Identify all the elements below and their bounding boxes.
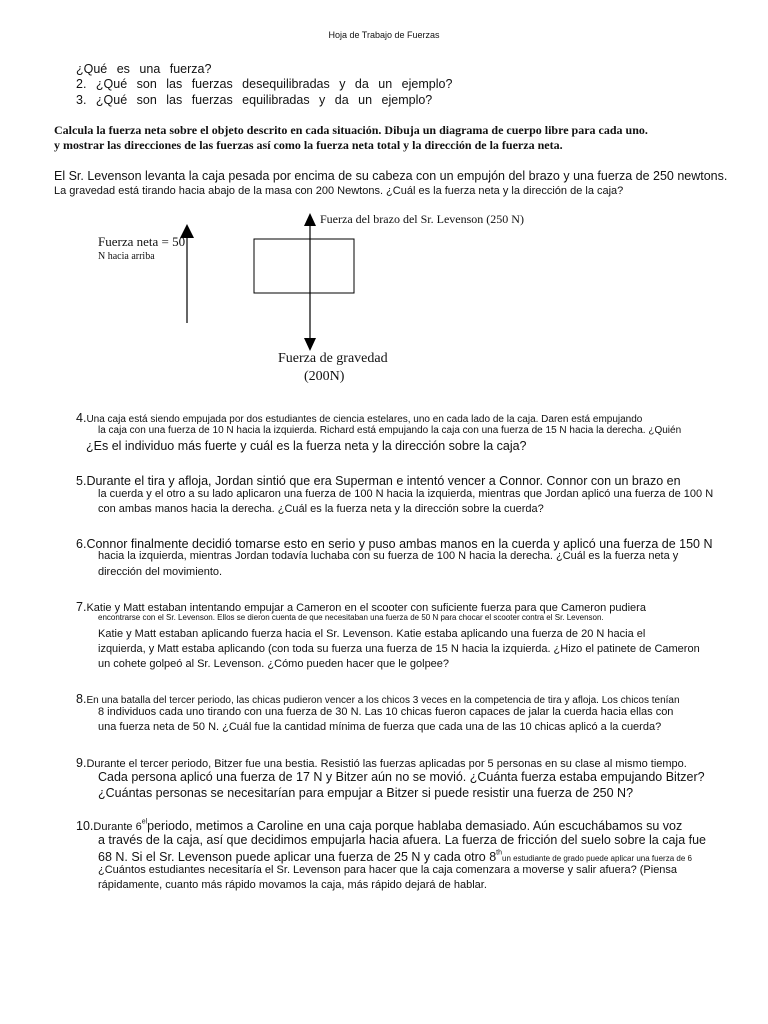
problem-4-line-3: ¿Es el individuo más fuerte y cuál es la fuerza neta y la dirección sobre la caja?: [86, 439, 527, 453]
problem-8-line-2: 8 individuos cada uno tirando con una fuerza de 30 N. Las 10 chicas fueron capaces de jalar la cuerda hacia ellas con: [98, 706, 674, 718]
problem-number: 8.: [76, 692, 87, 706]
problem-text: Durante el tira y afloja, Jordan sintió que era Superman e intentó vencer a Connor. Connor con un brazo en: [86, 474, 681, 488]
superscript: th: [496, 849, 503, 857]
problem-number: 6.: [76, 537, 87, 551]
problem-text: Katie y Matt estaban intentando empujar a Cameron en el scooter con suficiente fuerza para que Cameron pudiera: [86, 602, 646, 614]
problem-7-line-5: un cohete golpeó al Sr. Levenson. ¿Cómo pueden hacer que le golpee?: [98, 658, 450, 670]
problem-number: 7.: [76, 600, 87, 614]
net-force-sub-label: N hacia arriba: [98, 251, 155, 262]
box: [254, 239, 354, 293]
intro-question-3: 3. ¿Qué son las fuerzas equilibradas y da un ejemplo?: [76, 93, 433, 107]
problem-text-b: un estudiante de grado puede aplicar una fuerza de 6: [502, 854, 692, 863]
problem-number: 10.: [76, 819, 94, 833]
net-force-label: Fuerza neta = 50: [98, 234, 186, 249]
problem-text: Durante el tercer periodo, Bitzer fue una bestia. Resistió las fuerzas aplicadas por 5 personas en su clase al mismo tiempo.: [86, 758, 687, 770]
example-line-2: La gravedad está tirando hacia abajo de la masa con 200 Newtons. ¿Cuál es la fuerza neta y la dirección de la caja?: [54, 185, 624, 197]
problem-number: 5.: [76, 474, 87, 488]
problem-7-line-2: encontrarse con el Sr. Levenson. Ellos se dieron cuenta de que necesitaban una fuerza de 50 N para chocar el scooter contra el Sr. Levenson.: [98, 613, 604, 622]
problem-text: En una batalla del tercer periodo, las chicas pudieron vencer a los chicos 3 veces en la competencia de tira y afloja. Los chicos tenían: [86, 695, 680, 706]
problem-10-line-5: rápidamente, cuanto más rápido movamos la caja, más rápido dejará de hablar.: [98, 879, 487, 891]
example-line-1: El Sr. Levenson levanta la caja pesada por encima de su cabeza con un empujón del brazo y una fuerza de 250 newtons.: [54, 169, 728, 183]
problem-8-line-3: una fuerza neta de 50 N. ¿Cuál fue la cantidad mínima de fuerza que cada una de las 10 chicas aplicó a la cuerda?: [98, 721, 662, 733]
problem-text: Una caja está siendo empujada por dos estudiantes de ciencia estelares, uno en cada lado de la caja. Daren está empujando: [86, 414, 643, 425]
page-header: Hoja de Trabajo de Fuerzas: [328, 30, 440, 40]
problem-9-line-3: ¿Cuántas personas se necesitarían para empujar a Bitzer si puede resistir una fuerza de 250 N?: [98, 786, 634, 800]
problem-5-line-2: la cuerda y el otro a su lado aplicaron una fuerza de 100 N hacia la izquierda, mientras que Jordan aplicó una fuerza de 100 N: [98, 488, 714, 500]
problem-4-line-2: la caja con una fuerza de 10 N hacia la izquierda. Richard está empujando la caja con una fuerza de 15 N hacia la derecha. ¿Quién: [98, 425, 682, 436]
superscript: el: [141, 818, 148, 826]
arm-force-label: Fuerza del brazo del Sr. Levenson (250 N): [320, 212, 524, 226]
gravity-value-label: (200N): [304, 369, 345, 384]
problem-text-a: Durante 6: [93, 821, 142, 833]
problem-text: Connor finalmente decidió tomarse esto en serio y puso ambas manos en la cuerda y aplicó una fuerza de 150 N: [86, 537, 713, 551]
problem-5-line-3: con ambas manos hacia la derecha. ¿Cuál es la fuerza neta y la dirección sobre la cuerda?: [98, 503, 544, 515]
arm-force-arrow: [304, 213, 316, 275]
instructions-line-1: Calcula la fuerza neta sobre el objeto descrito en cada situación. Dibuja un diagrama de cuerpo libre para cada uno.: [54, 123, 648, 137]
problem-text-b: periodo, metimos a Caroline en una caja porque hablaba demasiado. Aún escuchábamos su voz: [147, 819, 683, 833]
problem-number: 4.: [76, 411, 87, 425]
gravity-force-arrow: [304, 275, 316, 351]
problem-6-line-2: hacia la izquierda, mientras Jordan todavía luchaba con su fuerza de 100 N hacia la derecha. ¿Cuál es la fuerza neta y: [98, 550, 679, 562]
intro-question-1: ¿Qué es una fuerza?: [76, 62, 212, 76]
problem-9-line-2: Cada persona aplicó una fuerza de 17 N y Bitzer aún no se movió. ¿Cuánta fuerza estaba empujando Bitzer?: [98, 770, 705, 784]
intro-question-2: 2. ¿Qué son las fuerzas desequilibradas y da un ejemplo?: [76, 77, 453, 91]
problem-10-line-4: ¿Cuántos estudiantes necesitaría el Sr. Levenson para hacer que la caja comenzara a moverse y salir afuera? (Piensa: [98, 864, 678, 876]
instructions-line-2: y mostrar las direcciones de las fuerzas así como la fuerza neta total y la dirección de la fuerza neta.: [54, 138, 563, 152]
problem-text-a: 68 N. Si el Sr. Levenson puede aplicar una fuerza de 25 N y cada otro 8: [98, 850, 497, 864]
problem-number: 9.: [76, 756, 87, 770]
gravity-label: Fuerza de gravedad: [278, 351, 388, 366]
problem-6-line-3: dirección del movimiento.: [98, 566, 223, 578]
problem-7-line-3: Katie y Matt estaban aplicando fuerza hacia el Sr. Levenson. Katie estaba aplicando una fuerza de 20 N hacia el: [98, 628, 646, 640]
problem-7-line-4: izquierda, y Matt estaba aplicando (con toda su fuerza una fuerza de 15 N hacia la izquierda. ¿Hizo el patinete de Cameron: [98, 643, 700, 655]
problem-10-line-2: a través de la caja, así que decidimos empujarla hacia afuera. La fuerza de fricción del suelo sobre la caja fue: [98, 833, 706, 847]
